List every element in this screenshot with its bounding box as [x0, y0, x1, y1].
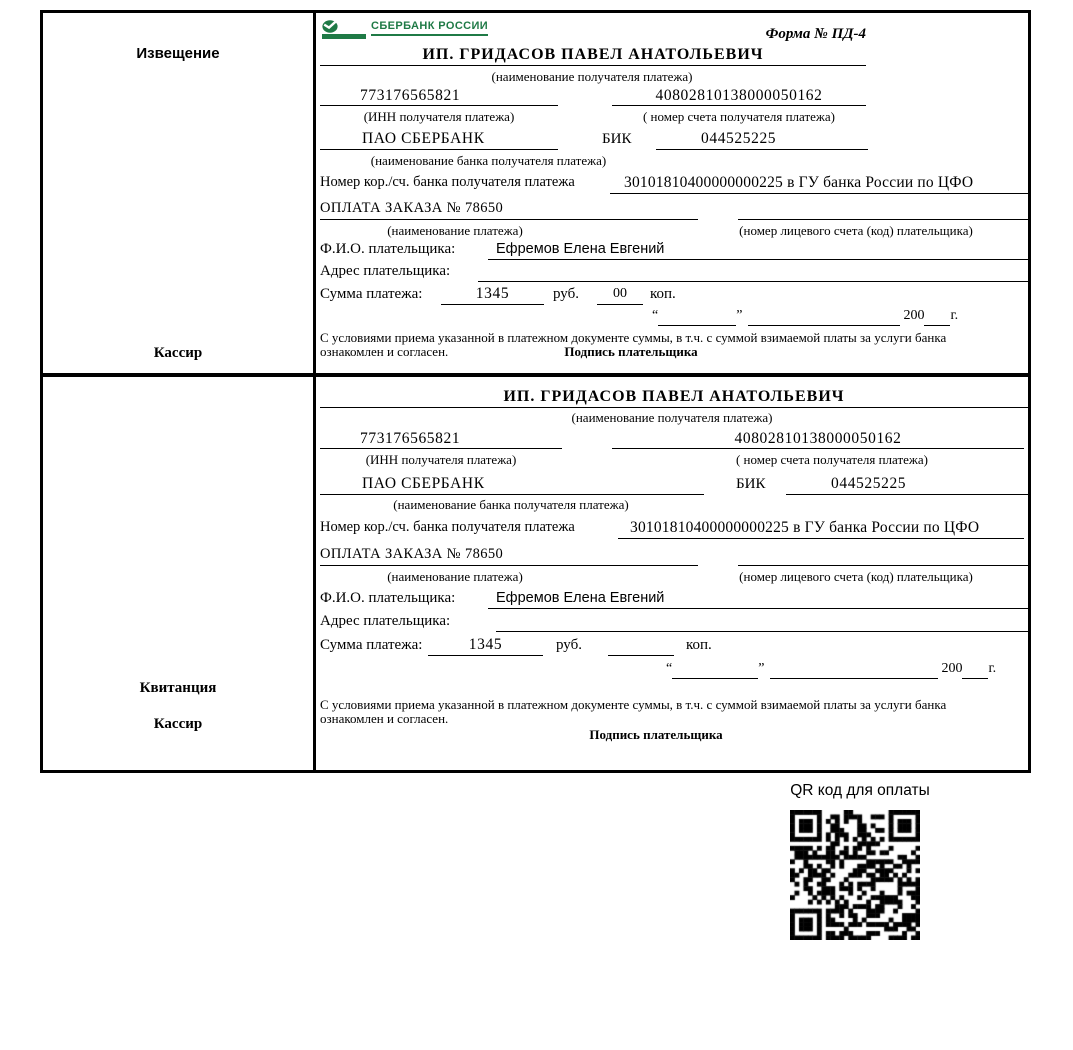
bik-value: 044525225	[786, 473, 1028, 495]
agreement-line1: С условиями приема указанной в платежном документе суммы, в т.ч. с суммой взимаемой платы за услуги банка	[320, 330, 947, 345]
year-prefix: 200	[903, 308, 925, 323]
bik-label: БИК	[602, 131, 632, 147]
corr-account-label: Номер кор./сч. банка получателя платежа	[320, 519, 575, 535]
payer-address-label: Адрес плательщика:	[320, 613, 451, 629]
agreement-line1: С условиями приема указанной в платежном документе суммы, в т.ч. с суммой взимаемой платы за услуги банка	[320, 697, 947, 712]
bank-hint: (наименование банка получателя платежа)	[370, 153, 607, 168]
amount-kop-value	[608, 634, 674, 656]
inn-hint: (ИНН получателя платежа)	[363, 109, 515, 124]
inn-value: 773176565821	[320, 85, 558, 106]
quote-close: ”	[758, 661, 765, 676]
amount-rub-value: 1345	[441, 283, 544, 305]
date-month-blank	[770, 663, 938, 679]
year-blank	[924, 310, 950, 326]
amount-label: Сумма платежа:	[320, 286, 423, 302]
form-title: Форма № ПД-4	[765, 26, 866, 42]
recipient-name: ИП. ГРИДАСОВ ПАВЕЛ АНАТОЛЬЕВИЧ	[320, 386, 1028, 408]
account-value: 40802810138000050162	[612, 428, 1024, 449]
stub-cashier-receipt: Кассир	[153, 716, 203, 732]
recipient-hint: (наименование получателя платежа)	[491, 69, 693, 84]
amount-rub-value: 1345	[428, 634, 543, 656]
rub-label: руб.	[553, 286, 579, 302]
date-day-blank	[658, 310, 736, 326]
signature-label: Подпись плательщика	[564, 344, 698, 359]
bank-name-value: ПАО СБЕРБАНК	[320, 128, 558, 150]
payment-name-value: ОПЛАТА ЗАКАЗА № 78650	[320, 197, 698, 220]
date-row	[666, 659, 996, 679]
personal-account-blank	[738, 543, 1028, 566]
signature-label: Подпись плательщика	[589, 727, 723, 742]
year-suffix: г.	[950, 308, 959, 323]
corr-account-value: 30101810400000000225 в ГУ банка России по ЦФО	[618, 516, 1024, 539]
inn-value: 773176565821	[320, 428, 562, 449]
bank-name-value: ПАО СБЕРБАНК	[320, 473, 704, 495]
payer-address-value	[496, 611, 1028, 632]
notice-section	[316, 13, 1028, 373]
qr-code	[790, 810, 920, 940]
agreement-line2: ознакомлен и согласен.	[320, 711, 449, 726]
recipient-name: ИП. ГРИДАСОВ ПАВЕЛ АНАТОЛЬЕВИЧ	[320, 44, 866, 66]
stub-cashier-notice: Кассир	[153, 345, 203, 361]
quote-open: “	[652, 308, 659, 323]
qr-caption: QR код для оплаты	[790, 782, 930, 799]
sberbank-logo-text: СБЕРБАНК РОССИИ	[371, 20, 488, 36]
payer-address-value	[478, 261, 1028, 282]
pd4-form	[40, 10, 1031, 773]
payment-hint: (наименование платежа)	[387, 223, 523, 238]
stub-receipt: Квитанция	[139, 680, 217, 696]
payer-name-label: Ф.И.О. плательщика:	[320, 241, 456, 257]
receipt-section	[316, 377, 1028, 767]
quote-open: “	[666, 661, 673, 676]
bik-value: 044525225	[656, 128, 868, 150]
personal-account-blank	[738, 197, 1028, 220]
payer-address-label: Адрес плательщика:	[320, 263, 451, 279]
date-month-blank	[748, 310, 900, 326]
kop-label: коп.	[650, 286, 676, 302]
year-prefix: 200	[941, 661, 963, 676]
quote-close: ”	[736, 308, 743, 323]
rub-label: руб.	[556, 637, 582, 653]
payer-name-label: Ф.И.О. плательщика:	[320, 590, 456, 606]
payer-name-value: Ефремов Елена Евгений	[488, 239, 1028, 260]
account-hint: ( номер счета получателя платежа)	[642, 109, 836, 124]
account-hint: ( номер счета получателя платежа)	[735, 452, 929, 467]
payer-name-value: Ефремов Елена Евгений	[488, 588, 1028, 609]
account-value: 40802810138000050162	[612, 85, 866, 106]
corr-account-value: 30101810400000000225 в ГУ банка России по ЦФО	[610, 171, 1028, 194]
recipient-hint: (наименование получателя платежа)	[571, 410, 773, 425]
bik-label: БИК	[736, 476, 766, 492]
inn-hint: (ИНН получателя платежа)	[365, 452, 517, 467]
personal-account-hint: (номер лицевого счета (код) плательщика)	[739, 569, 973, 584]
kop-label: коп.	[686, 637, 712, 653]
date-row	[652, 306, 958, 326]
stub-notice: Извещение	[136, 45, 220, 62]
amount-kop-value: 00	[597, 283, 643, 305]
bank-hint: (наименование банка получателя платежа)	[393, 497, 629, 512]
corr-account-label: Номер кор./сч. банка получателя платежа	[320, 174, 575, 190]
date-day-blank	[672, 663, 758, 679]
payment-name-value: ОПЛАТА ЗАКАЗА № 78650	[320, 543, 698, 566]
amount-label: Сумма платежа:	[320, 637, 423, 653]
year-blank	[962, 663, 988, 679]
year-suffix: г.	[988, 661, 997, 676]
agreement-line2: ознакомлен и согласен.	[320, 344, 449, 359]
payment-hint: (наименование платежа)	[387, 569, 523, 584]
personal-account-hint: (номер лицевого счета (код) плательщика)	[739, 223, 973, 238]
